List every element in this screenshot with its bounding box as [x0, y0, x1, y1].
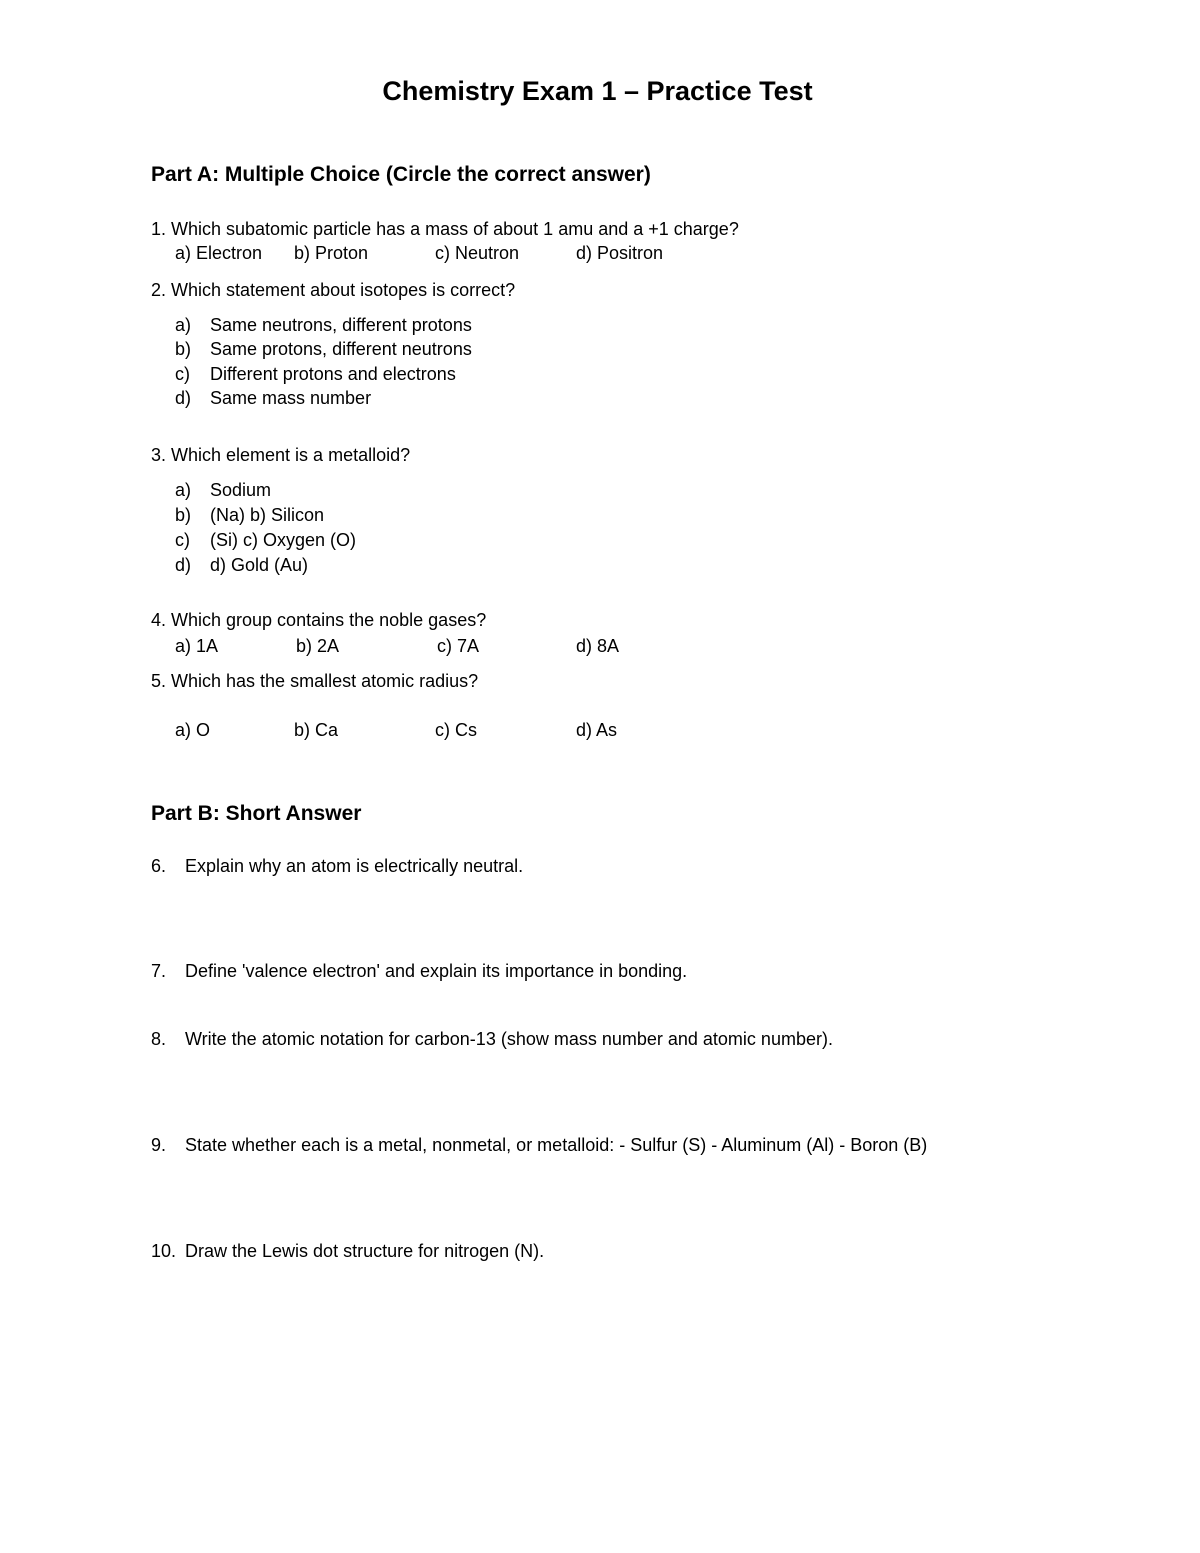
- page-title: Chemistry Exam 1 – Practice Test: [382, 76, 813, 106]
- question-4-text: 4. Which group contains the noble gases?: [151, 610, 487, 630]
- question-1-option-d: d) Positron: [576, 243, 664, 263]
- question-3-option-a: [175, 480, 272, 501]
- question-5-option-a: a) O: [175, 720, 211, 740]
- question-3-text: 3. Which element is a metalloid?: [151, 445, 411, 465]
- question-1-option-a: a) Electron: [175, 243, 263, 263]
- option-text: (Si) c) Oxygen (O): [210, 530, 357, 550]
- question-4-option-a: a) 1A: [175, 636, 219, 656]
- question-2-option-d: [175, 388, 372, 409]
- option-letter: d): [175, 555, 192, 575]
- question-number: 9.: [151, 1135, 167, 1155]
- question-7: [151, 961, 688, 982]
- question-text: Write the atomic notation for carbon-13 (show mass number and atomic number).: [185, 1029, 833, 1049]
- option-letter: d): [175, 388, 192, 408]
- question-10: [151, 1241, 545, 1262]
- question-2-text: 2. Which statement about isotopes is correct?: [151, 280, 516, 300]
- part-a-heading: Part A: Multiple Choice (Circle the correct answer): [151, 163, 651, 186]
- option-letter: c): [175, 530, 190, 550]
- question-3-option-d: [175, 555, 309, 576]
- question-text: Define 'valence electron' and explain its importance in bonding.: [185, 961, 688, 981]
- option-text: (Na) b) Silicon: [210, 505, 325, 525]
- question-text: State whether each is a metal, nonmetal, or metalloid: - Sulfur (S) - Aluminum (Al) - Boron (B): [185, 1135, 928, 1155]
- question-1-text: 1. Which subatomic particle has a mass of about 1 amu and a +1 charge?: [151, 219, 739, 239]
- question-5-option-c: c) Cs: [435, 720, 477, 740]
- question-number: 8.: [151, 1029, 167, 1049]
- question-3-option-b: [175, 505, 325, 526]
- question-4-option-c: c) 7A: [437, 636, 480, 656]
- option-letter: b): [175, 505, 192, 525]
- option-text: d) Gold (Au): [210, 555, 309, 575]
- question-9: [151, 1135, 928, 1156]
- question-6: [151, 856, 524, 877]
- question-5-text: 5. Which has the smallest atomic radius?: [151, 671, 479, 691]
- part-b-heading: Part B: Short Answer: [151, 802, 362, 825]
- question-text: Draw the Lewis dot structure for nitrogen (N).: [185, 1241, 545, 1261]
- question-number: 10.: [151, 1241, 177, 1261]
- option-text: Same mass number: [210, 388, 372, 408]
- question-3-option-c: [175, 530, 357, 551]
- question-2-option-c: [175, 364, 456, 385]
- option-text: Different protons and electrons: [210, 364, 456, 384]
- option-letter: a): [175, 315, 192, 335]
- question-2-option-b: [175, 339, 472, 360]
- question-1-option-b: b) Proton: [294, 243, 369, 263]
- question-text: Explain why an atom is electrically neutral.: [185, 856, 524, 876]
- question-number: 6.: [151, 856, 167, 876]
- option-letter: b): [175, 339, 192, 359]
- question-2-option-a: [175, 315, 472, 336]
- question-1-option-c: c) Neutron: [435, 243, 520, 263]
- option-text: Same neutrons, different protons: [210, 315, 472, 335]
- option-text: Sodium: [210, 480, 272, 500]
- question-5-option-b: b) Ca: [294, 720, 339, 740]
- question-4-option-d: d) 8A: [576, 636, 620, 656]
- question-5-option-d: d) As: [576, 720, 618, 740]
- option-letter: a): [175, 480, 192, 500]
- question-4-option-b: b) 2A: [296, 636, 340, 656]
- question-8: [151, 1029, 833, 1050]
- option-text: Same protons, different neutrons: [210, 339, 472, 359]
- question-number: 7.: [151, 961, 167, 981]
- option-letter: c): [175, 364, 190, 384]
